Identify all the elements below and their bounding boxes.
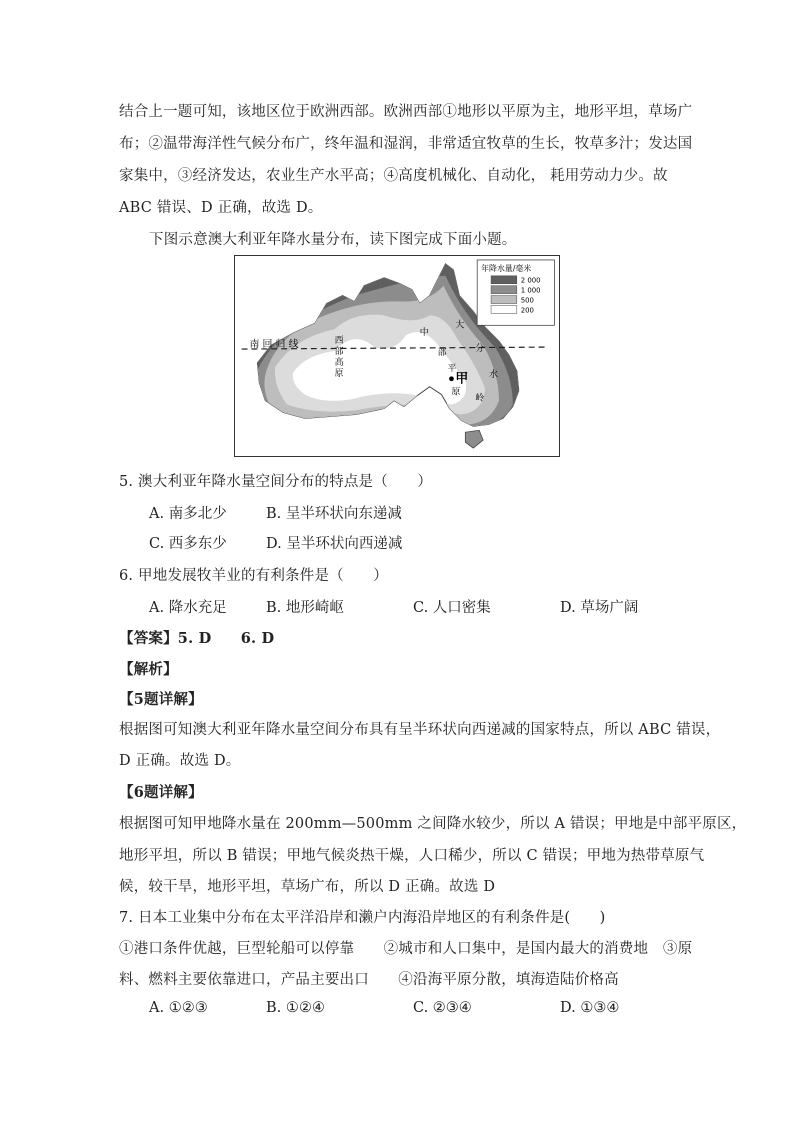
legend-label-200: 200 — [520, 306, 534, 315]
legend-label-2000: 2 000 — [520, 276, 541, 285]
q6-option-a: A. 降水充足 — [149, 600, 227, 616]
central-plain-3: 平 — [447, 363, 457, 374]
legend-label-500: 500 — [520, 296, 534, 305]
q5-option-c: C. 西多东少 — [149, 536, 227, 552]
q6-detail-line-2: 地形平坦，所以 B 错误；甲地气候炎热干燥，人口稀少，所以 C 错误；甲地为热带草原气 — [119, 848, 705, 864]
west-plateau-3: 高 — [334, 357, 344, 368]
q6-detail-line-1: 根据图可知甲地降水量在 200mm—500mm 之间降水较少，所以 A 错误；甲地是中部平原区， — [119, 816, 747, 832]
q7-stem: 7. 日本工业集中分布在太平洋沿岸和濑户内海沿岸地区的有利条件是( ) — [119, 910, 606, 926]
legend-label-1000: 1 000 — [520, 286, 541, 295]
central-plain-4: 原 — [451, 387, 461, 398]
west-plateau-1: 西 — [334, 336, 344, 347]
q6-option-b: B. 地形崎岖 — [266, 600, 344, 616]
q7-option-a: A. ①②③ — [149, 1000, 208, 1016]
q7-option-c: C. ②③④ — [413, 1000, 472, 1016]
q7-option-d: D. ①③④ — [560, 1000, 620, 1016]
legend-title: 年降水量/毫米 — [481, 263, 532, 273]
central-plain-2: 部 — [437, 348, 447, 359]
west-plateau-2: 部 — [334, 347, 344, 358]
q5-detail-line-2: D 正确。故选 D。 — [119, 753, 241, 769]
para1-line-3: 家集中，③经济发达，农业生产水平高；④高度机械化、自动化， 耗用劳动力少。故 — [119, 168, 668, 184]
q6-detail-heading: 【6题详解】 — [119, 784, 203, 801]
q7-option-b: B. ①②④ — [266, 1000, 325, 1016]
analysis-heading: 【解析】 — [119, 661, 178, 678]
q5-option-d: D. 呈半环状向西递减 — [266, 536, 403, 552]
para1-line-4: ABC 错误、D 正确，故选 D。 — [119, 200, 323, 216]
west-plateau-4: 原 — [334, 368, 344, 379]
q5-option-a: A. 南多北少 — [149, 506, 227, 522]
australia-precipitation-map — [234, 255, 560, 457]
q5-detail-heading: 【5题详解】 — [119, 691, 203, 708]
q7-line-2: 料、燃料主要依靠进口，产品主要出口 ④沿海平原分散，填海造陆价格高 — [119, 972, 619, 988]
answer-line: 【答案】5. D 6. D — [119, 630, 275, 647]
tropic-label: 南 回 归 线 — [249, 339, 299, 351]
jia-label: 甲 — [455, 371, 469, 387]
q6-stem: 6. 甲地发展牧羊业的有利条件是（ ） — [119, 568, 388, 584]
dividing-range-3: 水 — [489, 369, 499, 380]
q7-line-1: ①港口条件优越，巨型轮船可以停靠 ②城市和人口集中，是国内最大的消费地 ③原 — [119, 941, 693, 957]
dividing-range-1: 大 — [455, 320, 465, 331]
dividing-range-2: 分 — [475, 344, 485, 355]
intro-text: 下图示意澳大利亚年降水量分布，读下图完成下面小题。 — [149, 232, 517, 248]
dividing-range-4: 岭 — [475, 393, 485, 404]
q6-option-d: D. 草场广阔 — [560, 600, 639, 616]
q5-option-b: B. 呈半环状向东递减 — [266, 506, 402, 522]
central-plain-1: 中 — [419, 328, 429, 339]
q5-stem: 5. 澳大利亚年降水量空间分布的特点是（ ） — [119, 474, 433, 490]
q6-detail-line-3: 候，较干旱，地形平坦，草场广布，所以 D 正确。故选 D — [119, 879, 496, 895]
para1-line-2: 布；②温带海洋性气候分布广，终年温和湿润，非常适宜牧草的生长，牧草多汁；发达国 — [119, 136, 693, 152]
para1-line-1: 结合上一题可知，该地区位于欧洲西部。欧洲西部①地形以平原为主，地形平坦，草场广 — [119, 104, 693, 120]
q6-option-c: C. 人口密集 — [413, 600, 491, 616]
q5-detail-line-1: 根据图可知澳大利亚年降水量空间分布具有呈半环状向西递减的国家特点，所以 ABC 错误， — [119, 722, 721, 738]
jia-point — [449, 376, 454, 381]
